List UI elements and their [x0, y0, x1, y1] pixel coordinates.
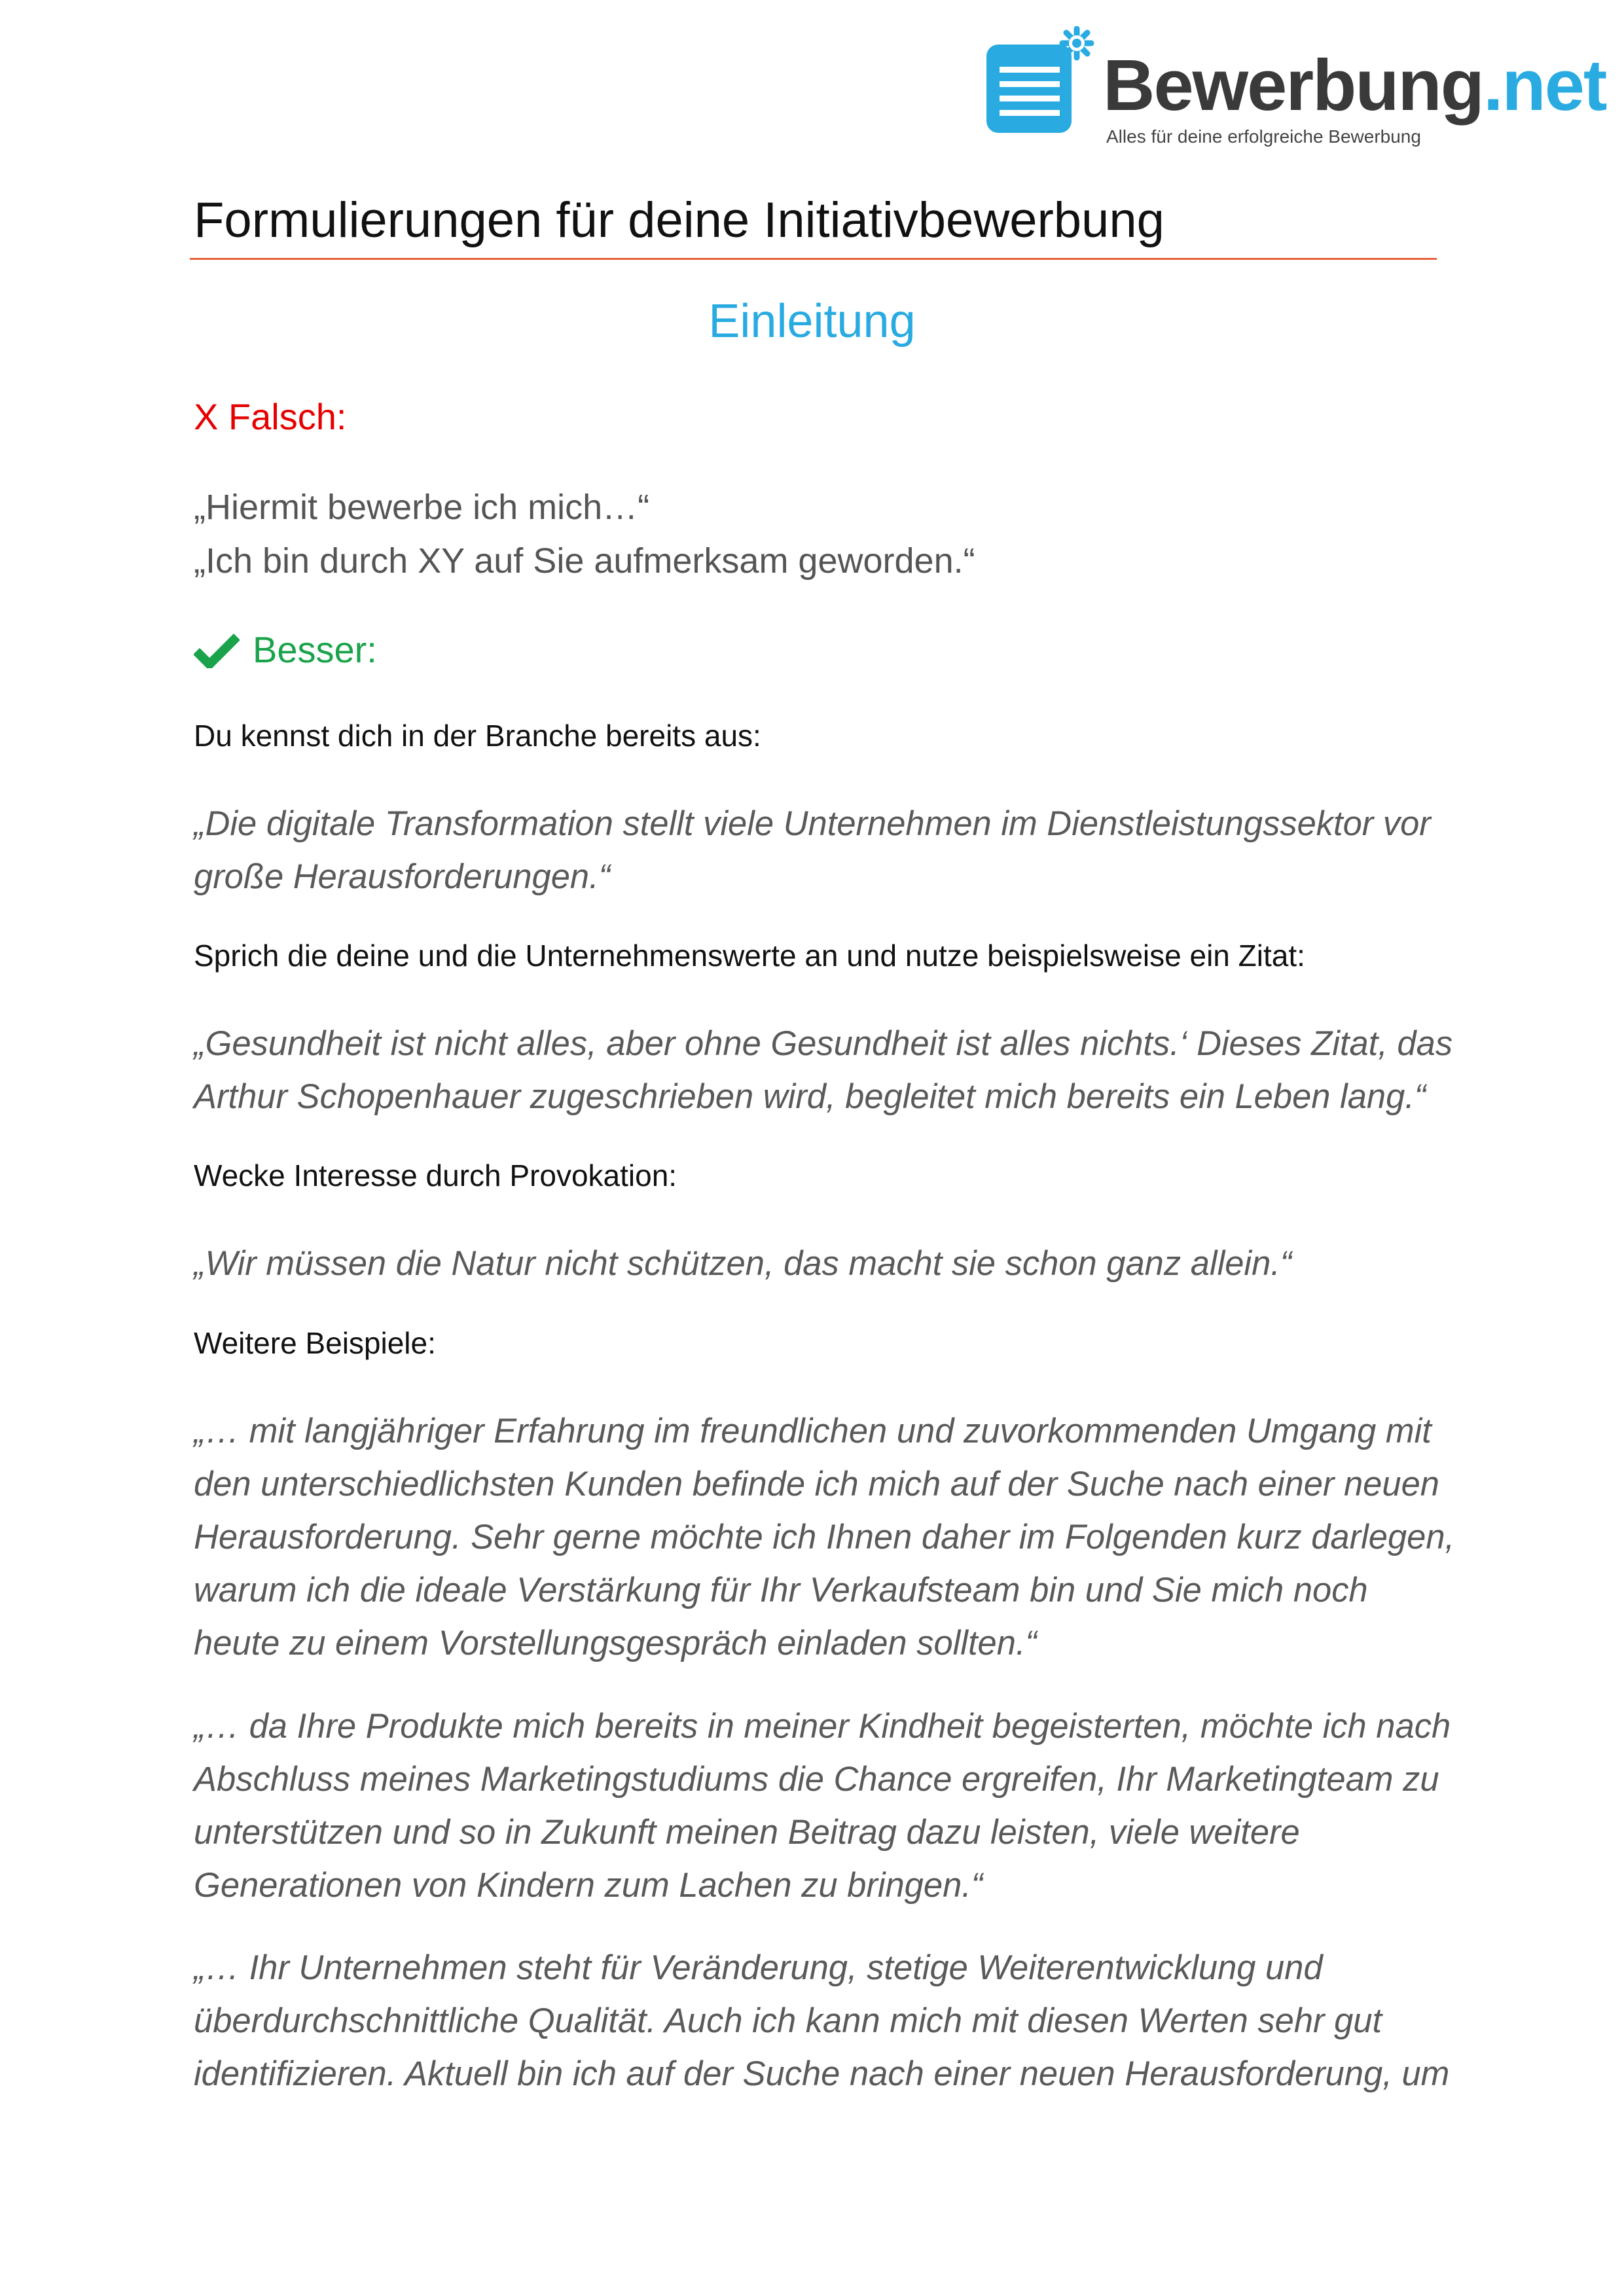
wrong-label: X Falsch:	[194, 396, 347, 437]
section-heading: Einleitung	[708, 295, 916, 348]
quote-line: „… da Ihre Produkte mich bereits in meiner Kindheit begeisterten, möchte ich nach	[194, 1707, 1451, 1746]
more-heading: Weitere Beispiele:	[194, 1326, 436, 1360]
checkmark-icon	[194, 632, 240, 668]
document-icon	[985, 26, 1096, 137]
example-quote	[194, 1941, 1451, 2100]
brand-name-main: Bewerbung	[1103, 45, 1483, 126]
tip-heading: Du kennst dich in der Branche bereits aus:	[194, 719, 761, 753]
quote-line: „… Ihr Unternehmen steht für Veränderung, stetige Weiterentwicklung und	[194, 1948, 1323, 1987]
quote-line: „Wir müssen die Natur nicht schützen, das macht sie schon ganz allein.“	[194, 1244, 1292, 1283]
quote-line: heute zu einem Vorstellungsgespräch einladen sollten.“	[194, 1624, 1038, 1662]
brand-name	[1103, 45, 1606, 126]
quote-line: warum ich die ideale Verstärkung für Ihr Verkaufsteam bin und Sie mich noch	[194, 1571, 1368, 1609]
tip-heading: Wecke Interesse durch Provokation:	[194, 1158, 677, 1193]
better-label: Besser:	[253, 629, 377, 670]
tip-quote	[194, 797, 1451, 903]
wrong-example: „Ich bin durch XY auf Sie aufmerksam geworden.“	[194, 541, 975, 581]
wrong-example: „Hiermit bewerbe ich mich…“	[194, 488, 650, 527]
quote-line: „Die digitale Transformation stellt viele Unternehmen im Dienstleistungssektor vor	[194, 804, 1431, 843]
brand-tagline: Alles für deine erfolgreiche Bewerbung	[1106, 126, 1421, 147]
quote-line: Arthur Schopenhauer zugeschrieben wird, begleitet mich bereits ein Leben lang.“	[194, 1077, 1426, 1116]
quote-line: den unterschiedlichsten Kunden befinde ich mich auf der Suche nach einer neuen	[194, 1465, 1439, 1503]
tip-quote	[194, 1017, 1451, 1123]
tip-quote	[194, 1237, 1451, 1290]
quote-line: identifizieren. Aktuell bin ich auf der Suche nach einer neuen Herausforderung, um	[194, 2054, 1450, 2093]
quote-line: überdurchschnittliche Qualität. Auch ich kann mich mit diesen Werten sehr gut	[194, 2001, 1382, 2040]
example-quote	[194, 1700, 1451, 1912]
brand-name-tld: .net	[1483, 45, 1606, 126]
brand-logo	[985, 13, 1607, 147]
quote-line: „Gesundheit ist nicht alles, aber ohne Gesundheit ist alles nichts.‘ Dieses Zitat, das	[194, 1024, 1453, 1063]
page-title: Formulierungen für deine Initiativbewerbung	[194, 192, 1164, 248]
quote-line: unterstützen und so in Zukunft meinen Beitrag dazu leisten, viele weitere	[194, 1813, 1300, 1852]
example-quote	[194, 1405, 1455, 1670]
quote-line: Generationen von Kindern zum Lachen zu bringen.“	[194, 1866, 983, 1905]
tip-heading: Sprich die deine und die Unternehmenswerte an und nutze beispielsweise ein Zitat:	[194, 939, 1305, 973]
quote-line: Abschluss meines Marketingstudiums die Chance ergreifen, Ihr Marketingteam zu	[194, 1760, 1439, 1799]
title-divider	[190, 258, 1437, 260]
quote-line: „… mit langjähriger Erfahrung im freundlichen und zuvorkommenden Umgang mit	[194, 1412, 1432, 1450]
quote-line: große Herausforderungen.“	[194, 857, 611, 896]
better-label-row	[194, 627, 377, 673]
quote-line: Herausforderung. Sehr gerne möchte ich Ihnen daher im Folgenden kurz darlegen,	[194, 1518, 1455, 1556]
